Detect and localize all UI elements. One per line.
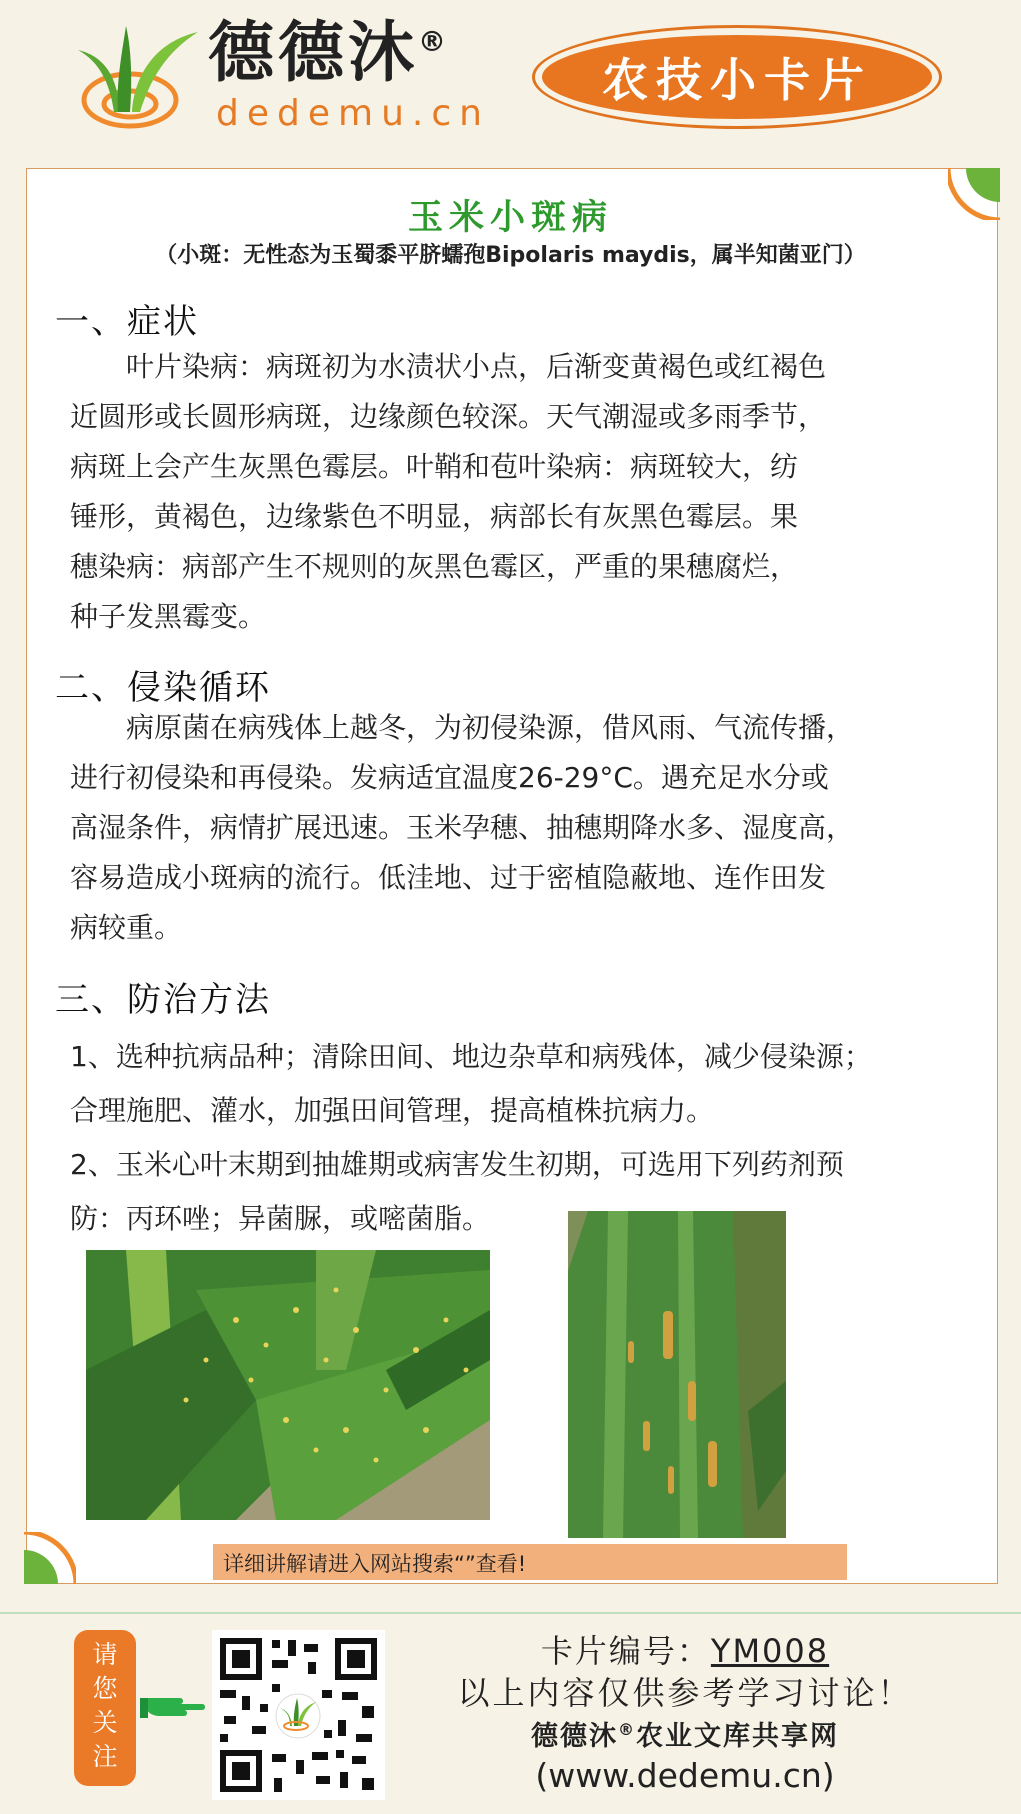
paragraph-line: 高湿条件，病情扩展迅速。玉米孕穗、抽穗期降水多、湿度高， — [70, 811, 855, 844]
website-note-text: 详细讲解请进入网站搜索“”查看! — [223, 1552, 527, 1576]
paragraph-line: 1、选种抗病品种；清除田间、地边杂草和病残体，减少侵染源； — [70, 1040, 872, 1073]
tag-badge — [532, 25, 942, 129]
paragraph-line: 病原菌在病残体上越冬，为初侵染源，借风雨、气流传播， — [126, 711, 855, 744]
follow-us-badge[interactable] — [74, 1630, 136, 1786]
corner-leaf-photo-left — [86, 1250, 490, 1520]
website-note-banner — [213, 1544, 847, 1580]
brand-name: 德德沐® — [208, 14, 450, 91]
card-number: 卡片编号：YM008 — [540, 1632, 830, 1670]
section-heading-symptoms: 一、症状 — [55, 302, 199, 342]
follow-char: 您 — [92, 1674, 118, 1703]
section-body-infection-cycle — [70, 703, 965, 953]
disclaimer: 以上内容仅供参考学习讨论！ — [457, 1674, 913, 1712]
website-link[interactable]: (www.dedemu.cn) — [535, 1756, 835, 1795]
pointing-hand-icon — [140, 1690, 206, 1724]
paragraph-line: 病斑上会产生灰黑色霉层。叶鞘和苞叶染病：病斑较大，纺 — [70, 450, 799, 483]
paragraph-line: 近圆形或长圆形病斑，边缘颜色较深。天气潮湿或多雨季节， — [70, 400, 827, 433]
section-heading-infection-cycle: 二、侵染循环 — [55, 668, 271, 708]
paragraph-line: 种子发黑霉变。 — [70, 600, 267, 633]
paragraph-line: 合理施肥、灌水，加强田间管理，提高植株抗病力。 — [70, 1094, 715, 1127]
paragraph-line: 2、玉米心叶末期到抽雄期或病害发生初期，可选用下列药剂预 — [70, 1148, 844, 1181]
paragraph-line: 防：丙环唑；异菌脲，或嘧菌脂。 — [70, 1202, 491, 1235]
card-subtitle: （小斑：无性态为玉蜀黍平脐蠕孢Bipolaris maydis，属半知菌亚门） — [155, 243, 866, 268]
footer-divider — [0, 1612, 1021, 1614]
qr-code[interactable] — [212, 1630, 385, 1800]
paragraph-line: 病较重。 — [70, 911, 183, 944]
follow-char: 关 — [92, 1708, 118, 1737]
section-body-control — [70, 1030, 965, 1246]
sheath-lesion-photo-right — [568, 1211, 786, 1538]
library-name: 德德沐®农业文库共享网 — [531, 1720, 839, 1752]
dedemu-logo — [58, 22, 208, 134]
paragraph-line: 进行初侵染和再侵染。发病适宜温度26-29°C。遇充足水分或 — [70, 761, 829, 794]
section-heading-control: 三、防治方法 — [55, 980, 271, 1020]
section-body-symptoms — [70, 342, 965, 642]
tag-label: 农技小卡片 — [602, 53, 872, 107]
corner-decoration-bottom-left — [24, 1532, 76, 1584]
paragraph-line: 锤形，黄褐色，边缘紫色不明显，病部长有灰黑色霉层。果 — [70, 500, 799, 533]
paragraph-line: 容易造成小斑病的流行。低洼地、过于密植隐蔽地、连作田发 — [70, 861, 827, 894]
follow-char: 请 — [92, 1640, 118, 1669]
card-number-value: YM008 — [710, 1632, 830, 1670]
brand-domain: dedemu.cn — [216, 93, 490, 134]
paragraph-line: 穗染病：病部产生不规则的灰黑色霉区，严重的果穗腐烂， — [70, 550, 799, 583]
card-title: 玉米小斑病 — [407, 198, 613, 238]
follow-char: 注 — [92, 1742, 118, 1771]
paragraph-line: 叶片染病：病斑初为水渍状小点，后渐变黄褐色或红褐色 — [126, 350, 827, 383]
